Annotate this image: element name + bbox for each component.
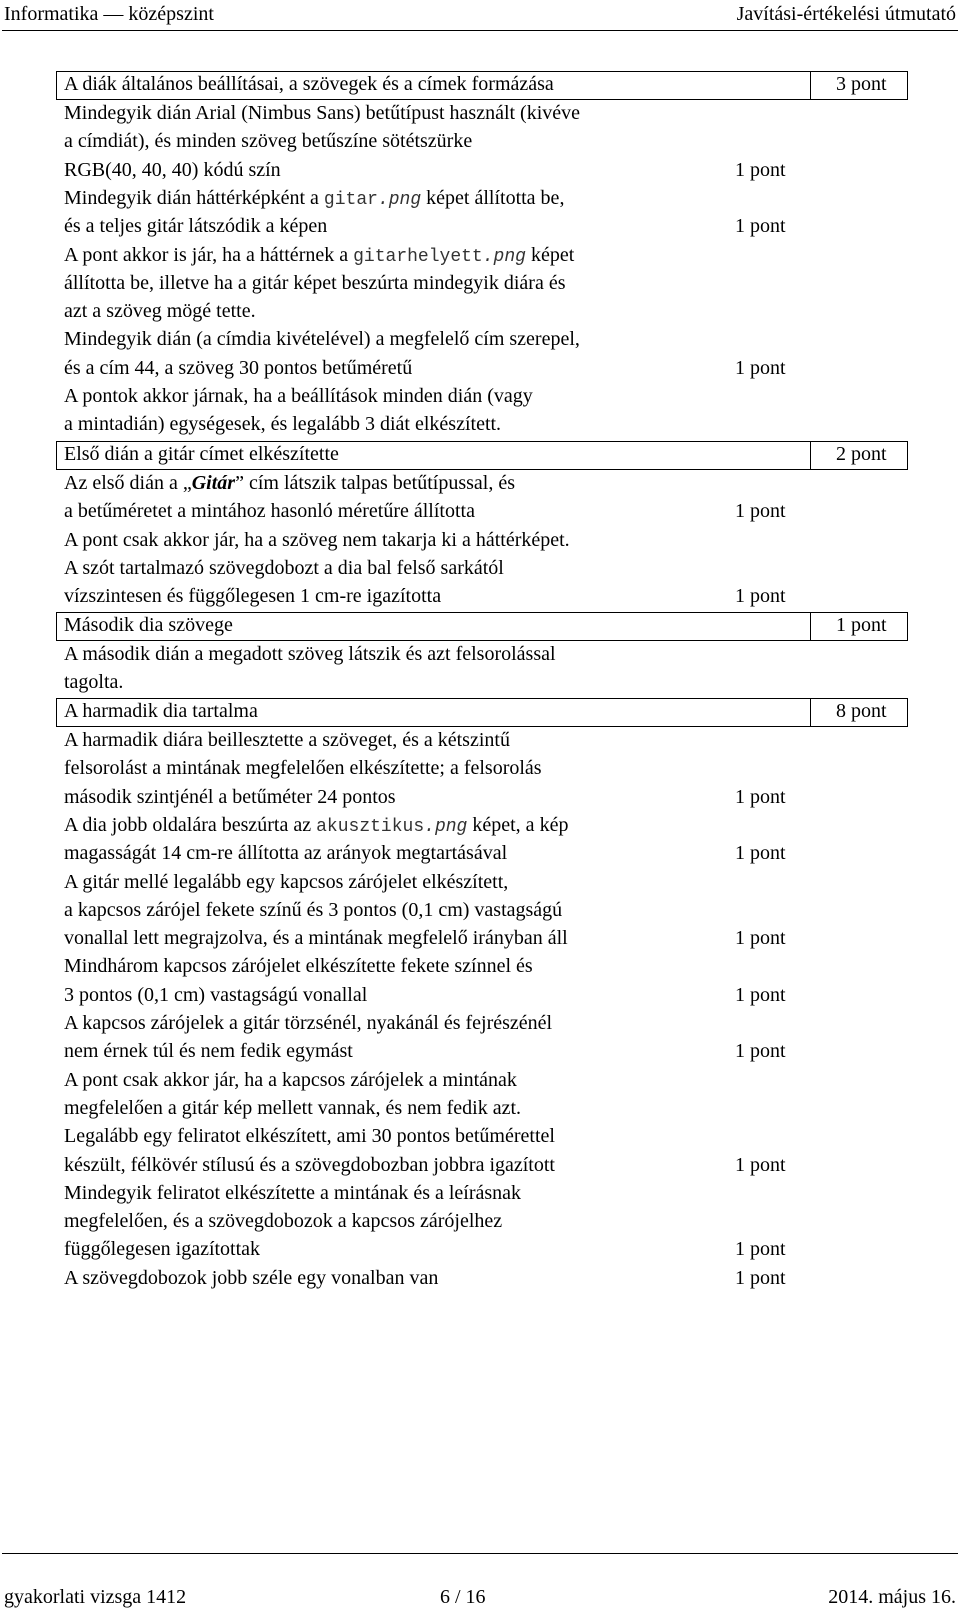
section-header-separator <box>810 441 811 470</box>
section-header-separator <box>810 698 811 727</box>
exam-label: gyakorlati vizsga 1412 <box>4 1586 187 1608</box>
section-title: Második dia szövege <box>64 614 233 636</box>
criterion-line: 3 pontos (0,1 cm) vastagságú vonallal <box>64 983 368 1006</box>
criterion-line: A pontok akkor járnak, ha a beállítások minden dián (vagy <box>64 385 533 407</box>
footer-divider <box>2 1553 958 1554</box>
criterion-line <box>64 241 574 272</box>
criterion-line: a betűméretet a mintához hasonló méretűre állította <box>64 500 475 523</box>
criterion-line: nem érnek túl és nem fedik egymást <box>64 1040 353 1063</box>
criterion-line: a mintadián) egységesek, és legalább 3 diát elkészített. <box>64 413 502 436</box>
criterion-line: A harmadik diára beillesztette a szöveget, és a kétszintű <box>64 729 510 751</box>
criterion-line: és a teljes gitár látszódik a képen <box>64 215 328 238</box>
criterion-line <box>64 811 568 842</box>
header-divider <box>2 30 958 31</box>
section-header-separator <box>810 71 811 100</box>
section-points: 3 pont <box>836 73 887 95</box>
criterion-line: A szót tartalmazó szövegdobozt a dia bal felső sarkától <box>64 556 504 579</box>
criterion-points: 1 pont <box>735 585 786 608</box>
criterion-line <box>64 184 564 215</box>
section-title: A diák általános beállításai, a szövegek és a címek formázása <box>64 73 554 95</box>
criterion-text: képet, a kép <box>467 813 569 836</box>
criterion-text: A pont akkor is jár, ha a háttérnek a <box>64 243 354 266</box>
file-extension-code: .png <box>482 246 526 267</box>
criterion-text: képet <box>525 243 575 266</box>
criterion-line: függőlegesen igazítottak <box>64 1238 261 1261</box>
section-title: A harmadik dia tartalma <box>64 700 258 722</box>
criterion-text: ” cím látszik talpas betűtípussal, és <box>235 472 516 494</box>
criterion-line: A szövegdobozok jobb széle egy vonalban van <box>64 1266 439 1289</box>
page-header <box>0 0 960 34</box>
criterion-line: vízszintesen és függőlegesen 1 cm-re igazította <box>64 585 442 608</box>
criterion-line: azt a szöveg mögé tette. <box>64 300 256 323</box>
page-number: 6 / 16 <box>440 1586 486 1608</box>
criterion-points: 1 pont <box>735 500 786 523</box>
criterion-text: képet állította be, <box>421 186 565 209</box>
filename-code: gitar <box>323 189 378 210</box>
criterion-line: tagolta. <box>64 671 124 694</box>
criterion-text: A dia jobb oldalára beszúrta az <box>64 813 317 836</box>
criterion-line: RGB(40, 40, 40) kódú szín <box>64 158 281 181</box>
criterion-points: 1 pont <box>735 215 786 238</box>
criterion-text: Mindegyik dián háttérképként a <box>64 186 324 209</box>
criterion-points: 1 pont <box>735 356 786 379</box>
filename-code: gitarhelyett <box>353 246 483 267</box>
criterion-line: megfelelően a gitár kép mellett vannak, és nem fedik azt. <box>64 1096 522 1119</box>
section-points: 8 pont <box>836 700 887 722</box>
criterion-points: 1 pont <box>735 983 786 1006</box>
criterion-text: Az első dián a „ <box>64 472 192 494</box>
criterion-points: 1 pont <box>735 1153 786 1176</box>
criterion-points: 1 pont <box>735 927 786 950</box>
file-extension-code: .png <box>377 189 422 210</box>
criterion-line: megfelelően, és a szövegdobozok a kapcsos zárójelhez <box>64 1210 503 1233</box>
criterion-line: felsorolást a mintának megfelelően elkészítette; a felsorolás <box>64 757 542 780</box>
criterion-line: vonallal lett megrajzolva, és a mintának megfelelő irányban áll <box>64 927 568 950</box>
criterion-line: Mindegyik dián (a címdia kivételével) a megfelelő cím szerepel, <box>64 328 580 351</box>
criterion-line: készült, félkövér stílusú és a szövegdobozban jobbra igazított <box>64 1153 555 1176</box>
criterion-points: 1 pont <box>735 785 786 808</box>
section-points: 1 pont <box>836 614 887 636</box>
criterion-line: Legalább egy feliratot elkészített, ami 30 pontos betűmérettel <box>64 1125 555 1148</box>
criterion-line: Mindegyik dián Arial (Nimbus Sans) betűtípust használt (kivéve <box>64 102 581 124</box>
exam-date: 2014. május 16. <box>828 1586 956 1608</box>
file-extension-code: .png <box>424 816 468 837</box>
criterion-points: 1 pont <box>735 1040 786 1063</box>
highlighted-title-word: Gitár <box>191 472 236 494</box>
criterion-points: 1 pont <box>735 158 786 181</box>
guide-label: Javítási-értékelési útmutató <box>736 3 956 25</box>
subject-label: Informatika — középszint <box>4 3 214 25</box>
criterion-line: és a cím 44, a szöveg 30 pontos betűméretű <box>64 356 413 379</box>
criterion-line: a kapcsos zárójel fekete színű és 3 pontos (0,1 cm) vastagságú <box>64 898 563 921</box>
section-title: Első dián a gitár címet elkészítette <box>64 443 339 465</box>
criterion-line <box>64 469 515 498</box>
criterion-line: a címdiát), és minden szöveg betűszíne sötétszürke <box>64 130 473 153</box>
criterion-line: A gitár mellé legalább egy kapcsos zárójelet elkészített, <box>64 870 509 893</box>
criterion-line: magasságát 14 cm-re állította az arányok megtartásával <box>64 842 508 865</box>
criterion-line: Mindhárom kapcsos zárójelet elkészítette fekete színnel és <box>64 955 533 978</box>
criterion-line: állította be, illetve ha a gitár képet beszúrta mindegyik diára és <box>64 271 566 294</box>
criterion-line: Mindegyik feliratot elkészítette a mintának és a leírásnak <box>64 1181 522 1204</box>
criterion-points: 1 pont <box>735 842 786 865</box>
criterion-line: második szintjénél a betűméter 24 pontos <box>64 785 396 808</box>
criterion-line: A pont csak akkor jár, ha a szöveg nem takarja ki a háttérképet. <box>64 528 570 551</box>
criterion-line: A kapcsos zárójelek a gitár törzsénél, nyakánál és fejrészénél <box>64 1012 553 1034</box>
criterion-points: 1 pont <box>735 1266 786 1289</box>
filename-code: akusztikus <box>316 816 425 837</box>
section-points: 2 pont <box>836 443 887 465</box>
criterion-points: 1 pont <box>735 1238 786 1261</box>
criterion-line: A pont csak akkor jár, ha a kapcsos zárójelek a mintának <box>64 1068 517 1091</box>
criterion-line: A második dián a megadott szöveg látszik és azt felsorolással <box>64 643 556 665</box>
section-header-separator <box>810 612 811 641</box>
